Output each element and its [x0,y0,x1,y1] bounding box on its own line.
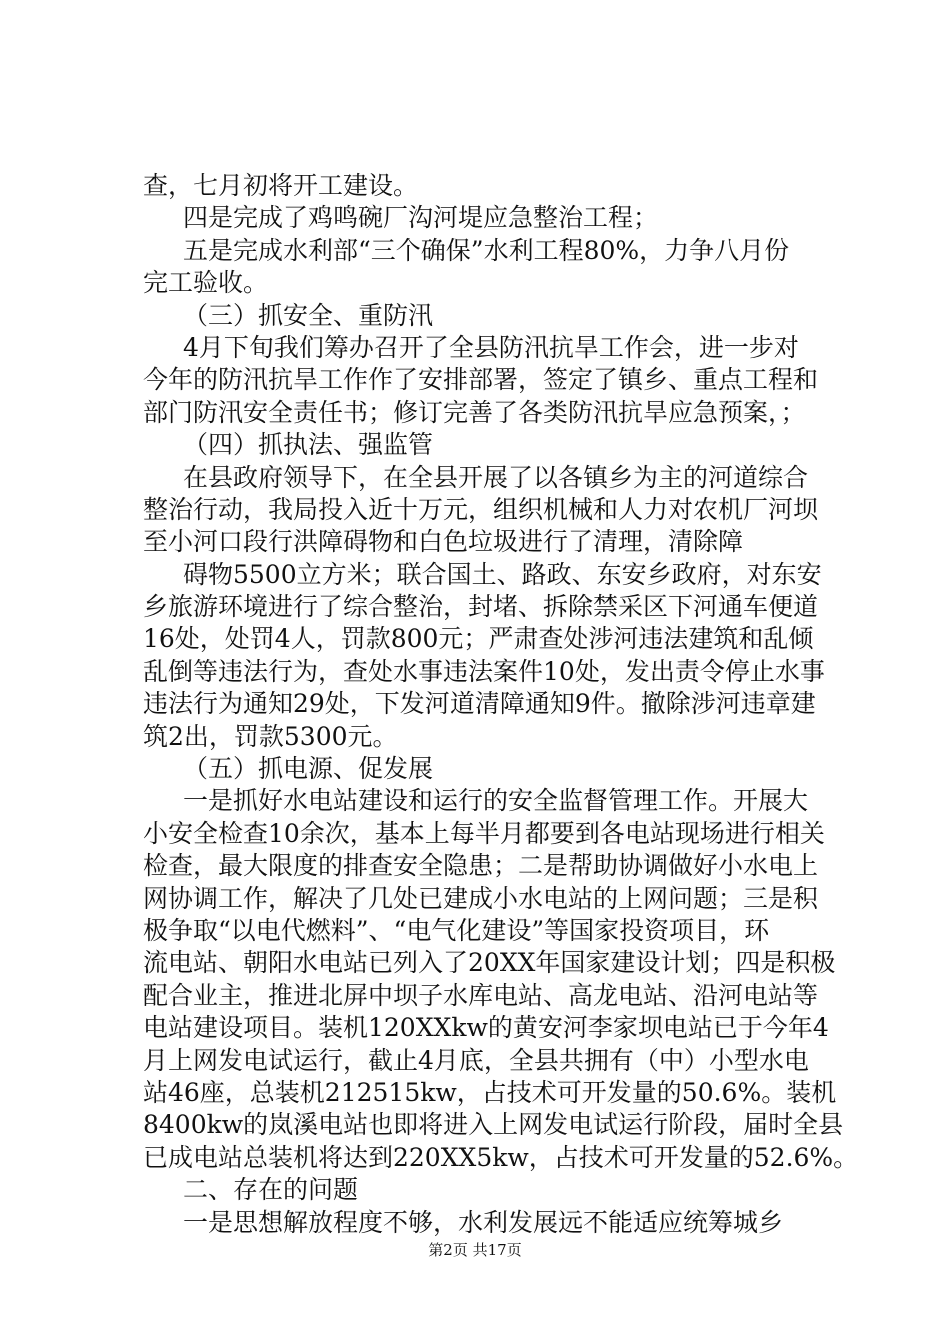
text-line: 4月下旬我们筹办召开了全县防汛抗旱工作会，进一步对 [183,332,799,362]
text-line: 查，七月初将开工建设。 [143,171,419,200]
page-number: 第2页 共17页 [428,1241,522,1259]
section-heading: （三）抓安全、重防汛 [183,300,434,330]
text-line: 整治行动，我局投入近十万元，组织机械和人力对农机厂河坝 [143,494,819,524]
text-line: 在县政府领导下，在全县开展了以各镇乡为主的河道综合 [183,462,809,492]
text-line: 乱倒等违法行为，查处水事违法案件10处，发出责令停止水事 [143,656,825,686]
document-body [143,170,859,1239]
text-line: 今年的防汛抗旱工作作了安排部署，签定了镇乡、重点工程和 [143,365,819,395]
text-line: 一是抓好水电站建设和运行的安全监督管理工作。开展大 [183,786,809,816]
text-line: 配合业主，推进北屏中坝子水库电站、高龙电站、沿河电站等 [143,980,819,1010]
text-line: 完工验收。 [143,268,269,298]
page-footer [0,1240,950,1260]
text-line: 电站建设项目。装机120XXkw的黄安河李家坝电站已于今年4 [143,1013,829,1043]
section-heading: 二、存在的问题 [183,1175,359,1205]
text-line: 碍物5500立方米；联合国土、路政、东安乡政府，对东安 [183,559,822,589]
text-line: 至小河口段行洪障碍物和白色垃圾进行了清理，清除障 [143,527,744,557]
text-line: 一是思想解放程度不够，水利发展远不能适应统筹城乡 [183,1207,784,1237]
text-line: 筑2出，罚款5300元。 [143,721,398,751]
text-line: 小安全检查10余次，基本上每半月都要到各电站现场进行相关 [143,818,825,848]
text-line: 检查，最大限度的排查安全隐患；二是帮助协调做好小水电上 [143,851,819,881]
text-line: 月上网发电试运行，截止4月底，全县共拥有（中）小型水电 [143,1045,809,1075]
text-line: 已成电站总装机将达到220XX5kw，占技术可开发量的52.6%。 [143,1142,859,1172]
section-heading: （五）抓电源、促发展 [183,754,434,784]
text-line: 站46座，总装机212515kw，占技术可开发量的50.6%。装机 [143,1077,837,1107]
section-heading: （四）抓执法、强监管 [183,430,434,460]
text-line: 乡旅游环境进行了综合整治，封堵、拆除禁采区下河通车便道 [143,592,819,622]
text-line: 16处，处罚4人，罚款800元；严肃查处涉河违法建筑和乱倾 [143,624,814,654]
text-line: 流电站、朝阳水电站已列入了20XX年国家建设计划；四是积极 [143,948,836,978]
text-line: 部门防汛安全责任书；修订完善了各类防汛抗旱应急预案，； [143,397,806,427]
text-line: 违法行为通知29处，下发河道清障通知9件。撤除涉河违章建 [143,689,816,719]
text-line: 极争取“以电代燃料”、“电气化建设”等国家投资项目，环 [143,915,770,945]
text-line: 8400kw的岚溪电站也即将进入上网发电试运行阶段，届时全县 [143,1110,844,1140]
text-line: 网协调工作，解决了几处已建成小水电站的上网问题；三是积 [143,883,819,913]
text-line: 五是完成水利部“三个确保”水利工程80%，力争八月份 [183,235,790,265]
text-line: 四是完成了鸡鸣碗厂沟河堤应急整治工程； [183,203,659,233]
